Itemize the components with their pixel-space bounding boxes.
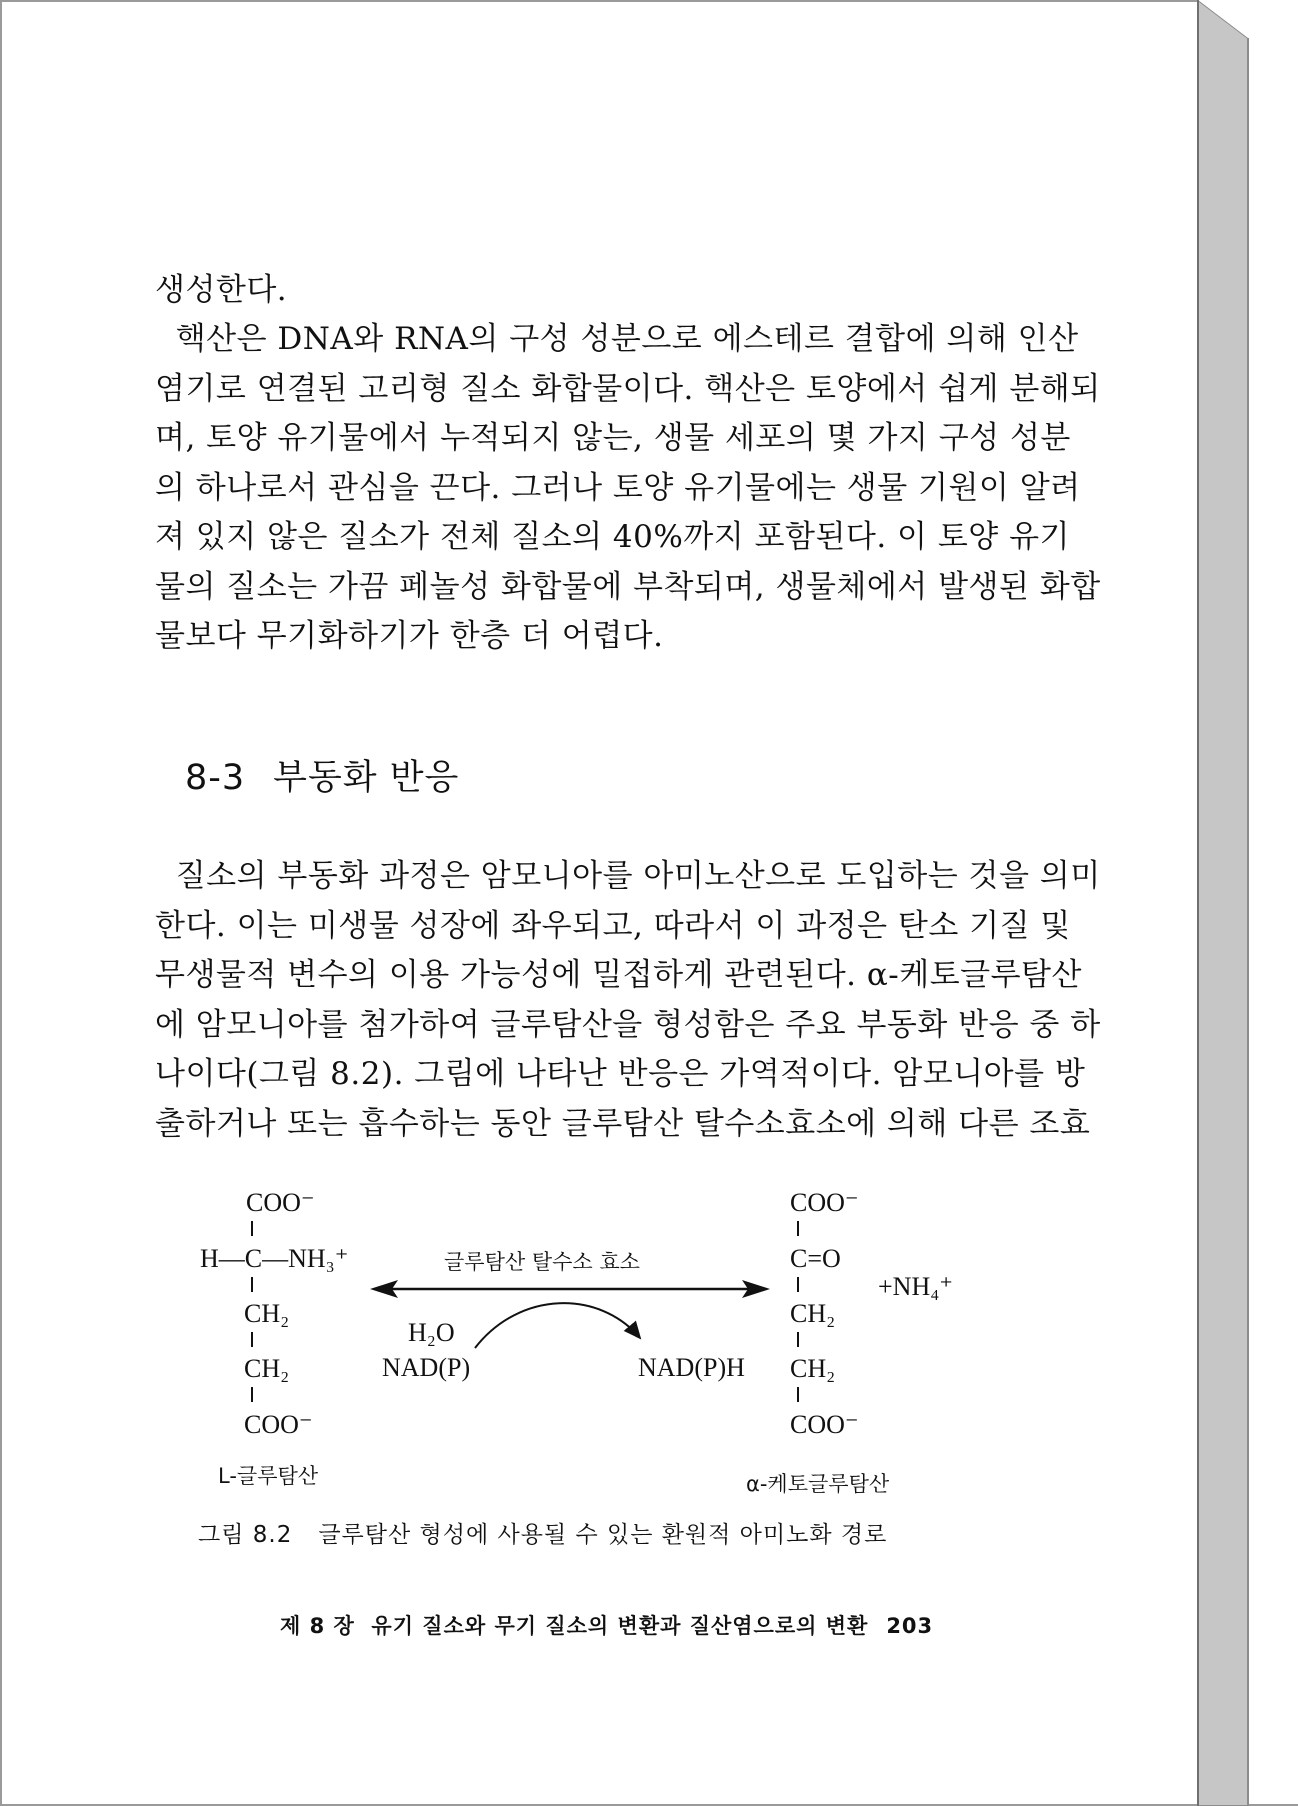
- paragraph-2-line: 물의 질소는 가끔 페놀성 화합물에 부착되며, 생물체에서 발생된 화합: [155, 568, 1101, 605]
- right-keto-group: C=O: [790, 1244, 841, 1273]
- paragraph-1: [155, 266, 1040, 316]
- paragraph-3-line: 에 암모니아를 첨가하여 글루탐산을 형성함은 주요 부동화 반응 중 하: [155, 1006, 1101, 1043]
- paragraph-3-line: 질소의 부동화 과정은 암모니아를 아미노산으로 도입하는 것을 의미: [155, 858, 1101, 894]
- right-top-carboxylate: COO⁻: [790, 1188, 859, 1217]
- right-bond-2: [797, 1277, 799, 1292]
- left-bond-3: [251, 1332, 253, 1347]
- paragraph-3: [155, 852, 1101, 1149]
- section-heading: [185, 750, 459, 800]
- right-ch2-a: CH₂: [790, 1299, 836, 1328]
- paragraph-2-line: 물보다 무기화하기가 한층 더 어렵다.: [155, 618, 664, 654]
- right-bond-3: [797, 1332, 799, 1347]
- right-bond-4: [797, 1387, 799, 1402]
- paragraph-3-line: 나이다(그림 8.2). 그림에 나타난 반응은 가역적이다. 암모니아를 방: [155, 1056, 1086, 1092]
- figure-caption-number: 그림 8.2: [198, 1522, 293, 1548]
- ammonium-ion: +NH₄⁺: [878, 1272, 954, 1301]
- cofactor-nadp: NAD(P): [382, 1353, 471, 1382]
- left-molecule-name: L-글루탐산: [218, 1464, 319, 1488]
- paragraph-2-line: 염기로 연결된 고리형 질소 화합물이다. 핵산은 토양에서 쉽게 분해되: [155, 370, 1101, 407]
- section-number: 8-3: [185, 758, 246, 798]
- left-alpha-carbon: H—C—NH₃⁺: [200, 1244, 349, 1273]
- page-footer: [280, 1610, 933, 1640]
- left-bottom-carboxylate: COO⁻: [244, 1410, 313, 1439]
- figure-caption-text: 글루탐산 형성에 사용될 수 있는 환원적 아미노화 경로: [318, 1522, 888, 1548]
- right-bottom-carboxylate: COO⁻: [790, 1410, 859, 1439]
- left-bond-1: [251, 1221, 253, 1236]
- right-bond-1: [797, 1221, 799, 1236]
- paragraph-2-line: 며, 토양 유기물에서 누적되지 않는, 생물 세포의 몇 가지 구성 성분: [155, 420, 1071, 456]
- paragraph-2: [155, 315, 1101, 662]
- left-ch2-a: CH₂: [244, 1299, 290, 1328]
- right-ch2-b: CH₂: [790, 1354, 836, 1383]
- section-title: 부동화 반응: [273, 758, 460, 798]
- running-title: 제 8 장 유기 질소와 무기 질소의 변환과 질산염으로의 변환: [280, 1614, 869, 1638]
- left-top-carboxylate: COO⁻: [246, 1188, 315, 1217]
- right-molecule-name: α-케토글루탐산: [746, 1472, 890, 1496]
- cofactor-water: H₂O: [408, 1318, 455, 1347]
- left-ch2-b: CH₂: [244, 1354, 290, 1383]
- enzyme-label: 글루탐산 탈수소 효소: [444, 1250, 640, 1274]
- figure-caption: [198, 1516, 887, 1549]
- paragraph-2-line: 핵산은 DNA와 RNA의 구성 성분으로 에스테르 결합에 의해 인산: [155, 321, 1079, 357]
- paragraph-3-line: 무생물적 변수의 이용 가능성에 밀접하게 관련된다. α-케토글루탐산: [155, 957, 1082, 993]
- paragraph-2-line: 져 있지 않은 질소가 전체 질소의 40%까지 포함된다. 이 토양 유기: [155, 519, 1070, 555]
- left-bond-2: [251, 1277, 253, 1292]
- page-number: 203: [886, 1614, 934, 1638]
- paragraph-2-line: 의 하나로서 관심을 끈다. 그러나 토양 유기물에는 생물 기원이 알려: [155, 469, 1081, 506]
- paragraph-3-line: 출하거나 또는 흡수하는 동안 글루탐산 탈수소효소에 의해 다른 조효: [155, 1105, 1091, 1142]
- paragraph-1-line: 생성한다.: [155, 272, 288, 308]
- cofactor-nadph: NAD(P)H: [638, 1353, 745, 1382]
- left-bond-4: [251, 1387, 253, 1402]
- paragraph-3-line: 한다. 이는 미생물 성장에 좌우되고, 따라서 이 과정은 탄소 기질 및: [155, 907, 1071, 944]
